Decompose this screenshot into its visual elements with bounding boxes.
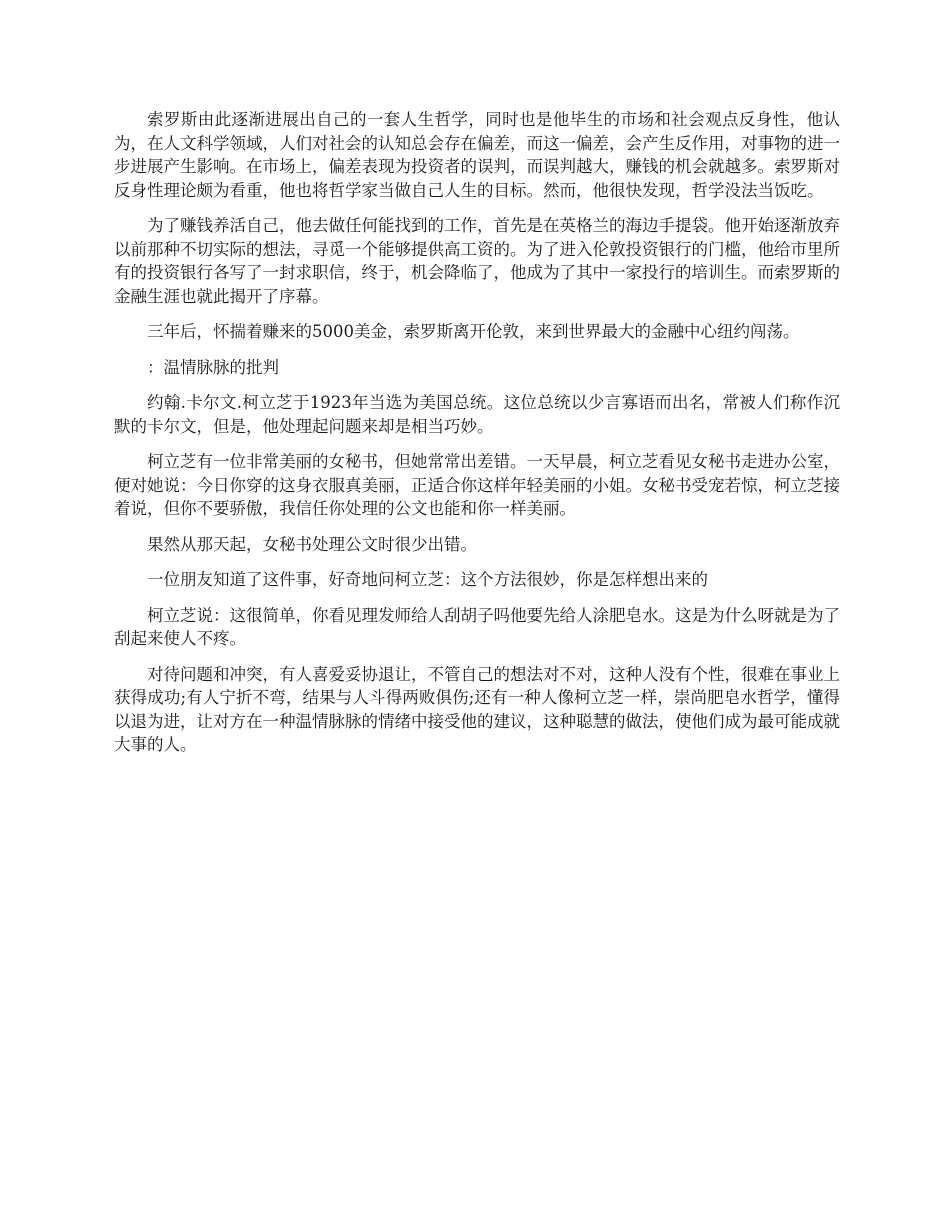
- paragraph: 三年后，怀揣着赚来的5000美金，索罗斯离开伦敦，来到世界最大的金融中心纽约闯荡。: [147, 322, 800, 341]
- paragraph: 约翰.卡尔文.柯立芝于1923年当选为美国总统。这位总统以少言寡语而出名，常被人们称作沉默的卡尔文，但是，他处理起问题来却是相当巧妙。: [114, 393, 840, 436]
- section-heading: ：温情脉脉的批判: [147, 357, 279, 377]
- paragraph: 对待问题和冲突，有人喜爱妥协退让，不管自己的想法对不对，这种人没有个性，很难在事业上获得成功;有人宁折不弯，结果与人斗得两败俱伤;还有一种人像柯立芝一样，崇尚肥皂水哲学，懂得以退为进，让对方在一种温情脉脉的情绪中接受他的建议，这种聪慧的做法，使他们成为最可能成就大事的人。: [114, 664, 840, 754]
- paragraph: 一位朋友知道了这件事，好奇地问柯立芝：这个方法很妙，你是怎样想出来的: [147, 570, 708, 589]
- paragraph: 为了赚钱养活自己，他去做任何能找到的工作，首先是在英格兰的海边手提袋。他开始逐渐放弃以前那种不切实际的想法，寻觅一个能够提供高工资的。为了进入伦敦投资银行的门槛，他给市里所有的投资银行各写了一封求职信，终于，机会降临了，他成为了其中一家投行的培训生。而索罗斯的金融生涯也就此揭开了序幕。: [114, 216, 840, 306]
- paragraph: 果然从那天起，女秘书处理公文时很少出错。: [147, 534, 477, 554]
- paragraph: 索罗斯由此逐渐进展出自己的一套人生哲学，同时也是他毕生的市场和社会观点反身性，他认为，在人文科学领域，人们对社会的认知总会存在偏差，而这一偏差，会产生反作用，对事物的进一步进展产生影响。在市场上，偏差表现为投资者的误判，而误判越大，赚钱的机会就越多。索罗斯对反身性理论颇为看重，他也将哲学家当做自己人生的目标。然而，他很快发现，哲学没法当饭吃。: [114, 110, 840, 200]
- document-body: [114, 108, 840, 769]
- paragraph: 柯立芝有一位非常美丽的女秘书，但她常常出差错。一天早晨，柯立芝看见女秘书走进办公室，便对她说：今日你穿的这身衣服真美丽，正适合你这样年轻美丽的小姐。女秘书受宠若惊，柯立芝接着说，但你不要骄傲，我信任你处理的公文也能和你一样美丽。: [114, 452, 840, 518]
- paragraph: 柯立芝说：这很简单，你看见理发师给人刮胡子吗他要先给人涂肥皂水。这是为什么呀就是为了刮起来使人不疼。: [114, 605, 840, 648]
